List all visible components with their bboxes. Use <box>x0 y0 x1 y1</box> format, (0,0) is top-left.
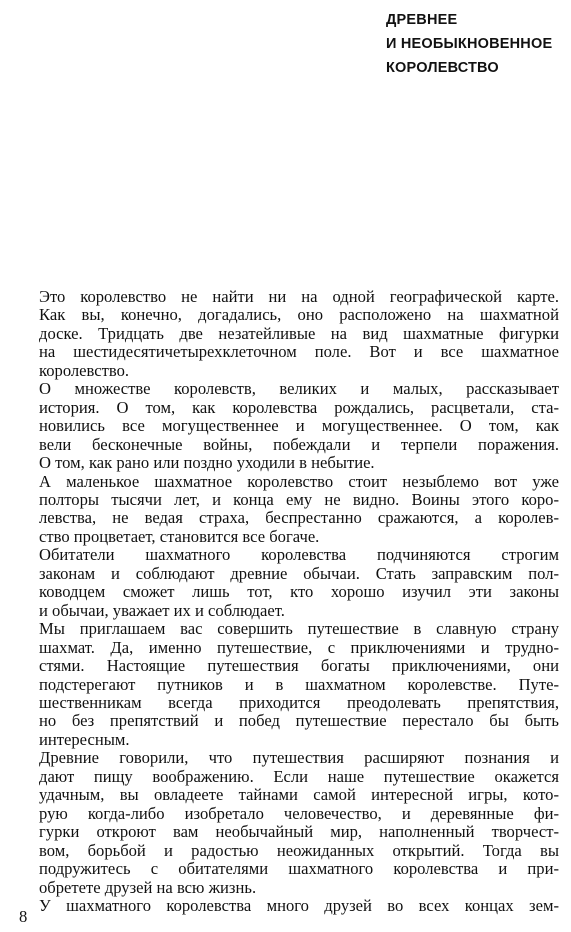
text-line: ство процветает, становится все богаче. <box>39 526 320 546</box>
text-line: О том, как рано или поздно уходили в небытие. <box>39 453 375 473</box>
text-line: вом, борьбой и радостью неожиданных открытий. Тогда вы <box>39 840 559 860</box>
text-line: Древние говорили, что путешествия расширяют познания и <box>39 748 559 768</box>
paragraph <box>39 897 559 915</box>
text-line: стями. Настоящие путешествия богаты приключениями, они <box>39 656 559 676</box>
paragraph <box>39 473 559 547</box>
text-line: полторы тысячи лет, и конца ему не видно. Воины этого коро- <box>39 489 559 509</box>
text-line: рую когда-либо изобретало человечество, и деревянные фи- <box>39 803 559 823</box>
text-line: и обычаи, уважает их и соблюдает. <box>39 600 285 620</box>
text-line: гурки откроют вам необычайный мир, наполненный творчест- <box>39 822 559 842</box>
text-line: левства, не ведая страха, беспрестанно сражаются, а королев- <box>39 508 559 528</box>
paragraph <box>39 380 559 472</box>
body-text <box>39 288 559 915</box>
paragraph <box>39 620 559 749</box>
text-line: А маленькое шахматное королевство стоит незыблемо вот уже <box>39 471 559 491</box>
paragraph <box>39 288 559 380</box>
text-line: королевство. <box>39 360 130 380</box>
text-line: ководцем сможет лишь тот, кто хорошо изучил эти законы <box>39 582 559 602</box>
text-line: на шестидесятичетырехклеточном поле. Вот и все шахматное <box>39 342 559 362</box>
text-line: Как вы, конечно, догадались, оно расположено на шахматной <box>39 305 559 325</box>
text-line: подружитесь с обитателями шахматного королевства и при- <box>39 859 559 879</box>
text-line: законам и соблюдают древние обычаи. Стать заправским пол- <box>39 563 559 583</box>
chapter-heading-line: ДРЕВНЕЕ <box>386 12 458 28</box>
text-line: О множестве королевств, великих и малых, рассказывает <box>39 379 559 399</box>
text-line: У шахматного королевства много друзей во всех концах зем- <box>39 895 559 915</box>
text-line: удачным, вы овладеете тайнами самой интересной игры, кото- <box>39 785 559 805</box>
text-line: шахмат. Да, именно путешествие, с приключениями и трудно- <box>39 637 559 657</box>
text-line: доске. Тридцать две незатейливые на вид шахматные фигурки <box>39 323 559 343</box>
page-number: 8 <box>19 907 28 926</box>
text-line: обретете друзей на всю жизнь. <box>39 877 257 897</box>
text-line: дают пищу воображению. Если наше путешествие окажется <box>39 766 559 786</box>
paragraph <box>39 546 559 620</box>
text-line: шественникам всегда приходится преодолевать препятствия, <box>39 692 559 712</box>
chapter-heading-line: КОРОЛЕВСТВО <box>386 60 499 76</box>
text-line: вели бесконечные войны, побеждали и терпели поражения. <box>39 434 559 454</box>
text-line: но без препятствий и побед путешествие перестало бы быть <box>39 711 559 731</box>
text-line: интересным. <box>39 729 130 749</box>
paragraph <box>39 749 559 897</box>
text-line: Мы приглашаем вас совершить путешествие в славную страну <box>39 619 559 639</box>
text-line: новились все могущественнее и могущественнее. О том, как <box>39 416 559 436</box>
text-line: история. О том, как королевства рождались, расцветали, ста- <box>39 397 559 417</box>
text-line: подстерегают путников и в шахматном королевстве. Путе- <box>39 674 559 694</box>
chapter-heading <box>386 8 566 80</box>
text-line: Это королевство не найти ни на одной географической карте. <box>39 287 559 306</box>
text-line: Обитатели шахматного королевства подчиняются строгим <box>39 545 559 565</box>
chapter-heading-line: И НЕОБЫКНОВЕННОЕ <box>386 36 553 52</box>
